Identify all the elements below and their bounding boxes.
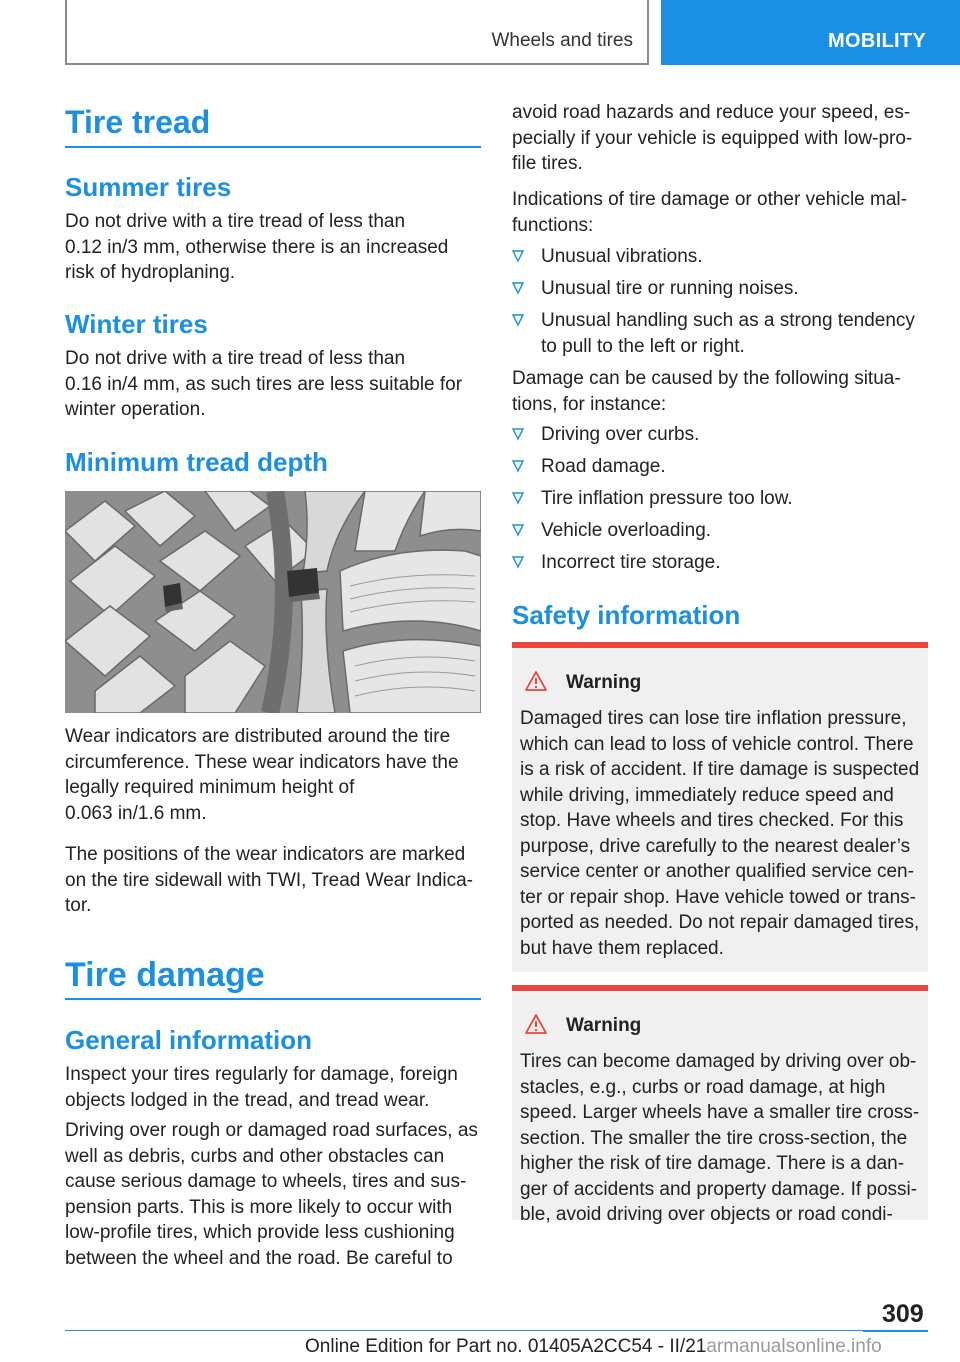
warning-title: Warning xyxy=(566,1015,642,1036)
footer-rule-accent xyxy=(863,1330,928,1332)
header-section-box xyxy=(65,0,649,65)
list-item: Unusual vibrations. xyxy=(512,244,928,270)
warning-box-1 xyxy=(512,642,928,972)
continued-paragraph: avoid road hazards and reduce your speed, es‐ pecially if your vehicle is equipped with low-pro‐ file tires. xyxy=(512,102,913,174)
footer-rule xyxy=(65,1330,863,1331)
heading-summer-tires: Summer tires xyxy=(65,172,232,202)
warning-triangle-icon xyxy=(524,670,548,692)
heading-rule xyxy=(65,998,481,1000)
triangle-bullet-icon xyxy=(512,524,524,536)
triangle-bullet-icon xyxy=(512,314,524,326)
general-paragraph: Inspect your tires regularly for damage, foreign objects lodged in the tread, and tread wear. xyxy=(65,1064,458,1111)
header-chapter-box xyxy=(661,0,960,65)
page-number: 309 xyxy=(882,1300,924,1328)
heading-tire-damage: Tire damage xyxy=(65,956,265,994)
tire-tread-illustration xyxy=(65,491,481,713)
triangle-bullet-icon xyxy=(512,492,524,504)
heading-tire-tread: Tire tread xyxy=(65,104,211,140)
heading-rule xyxy=(65,146,481,148)
list-item: Vehicle overloading. xyxy=(512,518,928,544)
tire-tread-drawing xyxy=(65,491,481,713)
indications-list xyxy=(512,244,928,366)
summer-paragraph: Do not drive with a tire tread of less than 0.12 in/3 mm, otherwise there is an increased risk of hydroplaning. xyxy=(65,211,449,283)
winter-paragraph: Do not drive with a tire tread of less than 0.16 in/4 mm, as such tires are less suitable for winter operation. xyxy=(65,348,463,420)
footer-edition-text: Online Edition for Part no. 01405A2CC54 - II/21 xyxy=(305,1336,707,1357)
triangle-bullet-icon xyxy=(512,282,524,294)
triangle-bullet-icon xyxy=(512,556,524,568)
list-item: Unusual tire or running noises. xyxy=(512,276,928,302)
causes-list xyxy=(512,422,928,582)
triangle-bullet-icon xyxy=(512,428,524,440)
causes-intro: Damage can be caused by the following situa‐ tions, for instance: xyxy=(512,368,901,415)
twi-paragraph: The positions of the wear indicators are marked on the tire sidewall with TWI, Tread Wear Indica‐ tor. xyxy=(65,844,473,916)
heading-general-information: General information xyxy=(65,1025,313,1055)
triangle-bullet-icon xyxy=(512,460,524,472)
warning-title: Warning xyxy=(566,672,642,693)
footer-watermark: armanualsonline.info xyxy=(706,1336,882,1357)
header-section-title: Wheels and tires xyxy=(491,30,633,51)
warning-text: Damaged tires can lose tire inflation pressure, which can lead to loss of vehicle control. There is a risk of accident. If tire damage is suspected while driving, immediately reduce speed and stop. Have wheels and tires checked. For this purpose, drive carefully to the nearest dealer’s service center or another qualified service cen‐ ter or repair shop. Have vehicle towed or trans‐ ported as needed. Do not repair damaged tires, but have them replaced. xyxy=(520,708,920,959)
indications-intro: Indications of tire damage or other vehicle mal‐ functions: xyxy=(512,189,907,236)
list-item: Tire inflation pressure too low. xyxy=(512,486,928,512)
heading-minimum-tread-depth: Minimum tread depth xyxy=(65,447,328,477)
rough-roads-paragraph: Driving over rough or damaged road surfaces, as well as debris, curbs and other obstacles can cause serious damage to wheels, tires and sus‐ pension parts. This is more likely to occur with low-profile tires, which provide less cushioning between the wheel and the road. Be careful to xyxy=(65,1120,478,1269)
footer-edition xyxy=(305,1336,882,1358)
wear-indicators-paragraph: Wear indicators are distributed around the tire circumference. These wear indicators have the legally required minimum height of 0.063 in/1.6 mm. xyxy=(65,726,459,824)
list-item: Incorrect tire storage. xyxy=(512,550,928,576)
triangle-bullet-icon xyxy=(512,250,524,262)
warning-triangle-icon xyxy=(524,1013,548,1035)
header-chapter-title: MOBILITY xyxy=(828,30,926,52)
list-item: Driving over curbs. xyxy=(512,422,928,448)
list-item: Unusual handling such as a strong tendency to pull to the left or right. xyxy=(512,308,928,359)
warning-text: Tires can become damaged by driving over ob‐ stacles, e.g., curbs or road damage, at high speed. Larger wheels have a smaller tire cross- section. The smaller the tire cross-section, the higher the risk of tire damage. There is a dan‐ ger of accidents and property damage. If possi‐ ble, avoid driving over objects or road condi‐ xyxy=(520,1051,920,1225)
warning-box-2 xyxy=(512,985,928,1225)
heading-safety-information: Safety information xyxy=(512,600,741,630)
heading-winter-tires: Winter tires xyxy=(65,309,208,339)
list-item: Road damage. xyxy=(512,454,928,480)
